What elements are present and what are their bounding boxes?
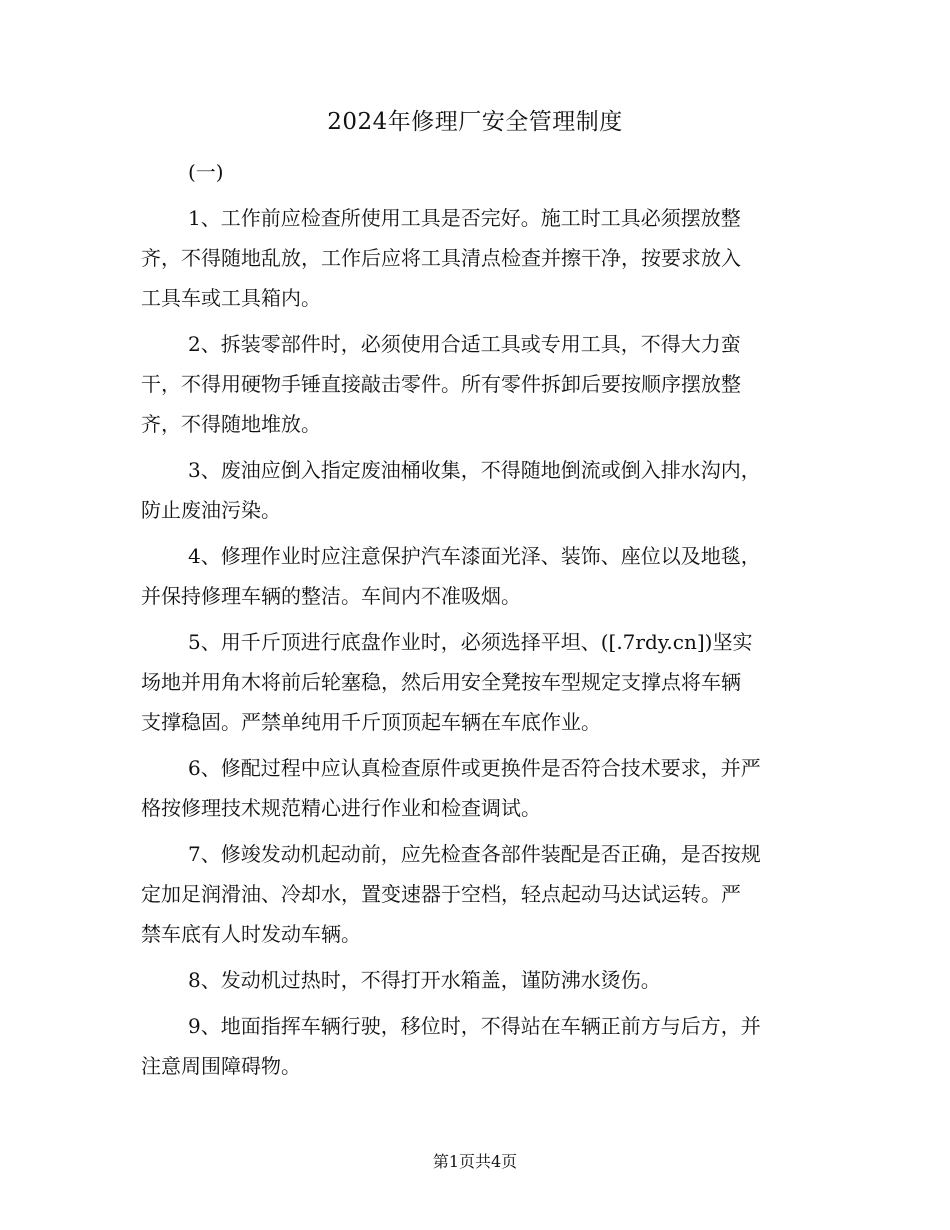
paragraph bbox=[141, 1006, 811, 1086]
page-footer: 第1页共4页 bbox=[432, 1152, 518, 1171]
paragraph-list bbox=[141, 198, 811, 1086]
paragraph-line: 禁车底有人时发动车辆。 bbox=[141, 922, 361, 946]
paragraph-line: 1、工作前应检查所使用工具是否完好。施工时工具必须摆放整 bbox=[188, 206, 741, 230]
paragraph-line: 齐，不得随地乱放，工作后应将工具清点检查并擦干净，按要求放入 bbox=[141, 246, 741, 270]
paragraph-line: 5、用千斤顶进行底盘作业时，必须选择平坦、([.7rdy.cn])坚实 bbox=[188, 630, 753, 654]
paragraph bbox=[141, 198, 811, 318]
paragraph-line: 2、拆装零部件时，必须使用合适工具或专用工具，不得大力蛮 bbox=[188, 332, 741, 356]
paragraph-line: 场地并用角木将前后轮塞稳，然后用安全凳按车型规定支撑点将车辆 bbox=[141, 670, 741, 694]
paragraph-line: 7、修竣发动机起动前，应先检查各部件装配是否正确，是否按规 bbox=[188, 842, 761, 866]
paragraph-line: 定加足润滑油、冷却水，置变速器于空档，轻点起动马达试运转。严 bbox=[141, 882, 741, 906]
paragraph-line: 并保持修理车辆的整洁。车间内不准吸烟。 bbox=[141, 584, 521, 608]
paragraph-line: 3、废油应倒入指定废油桶收集，不得随地倒流或倒入排水沟内， bbox=[188, 458, 761, 482]
paragraph bbox=[141, 748, 811, 828]
paragraph-line: 防止废油污染。 bbox=[141, 498, 281, 522]
paragraph-line: 格按修理技术规范精心进行作业和检查调试。 bbox=[141, 796, 541, 820]
paragraph-line: 干，不得用硬物手锤直接敲击零件。所有零件拆卸后要按顺序摆放整 bbox=[141, 372, 741, 396]
paragraph bbox=[141, 960, 811, 1000]
paragraph bbox=[141, 834, 811, 954]
page-title: 2024年修理厂安全管理制度 bbox=[327, 109, 623, 135]
paragraph-line: 9、地面指挥车辆行驶，移位时，不得站在车辆正前方与后方，并 bbox=[188, 1014, 761, 1038]
paragraph bbox=[141, 324, 811, 444]
paragraph-line: 4、修理作业时应注意保护汽车漆面光泽、装饰、座位以及地毯， bbox=[188, 544, 761, 568]
document-body bbox=[141, 152, 811, 1092]
paragraph-line: 工具车或工具箱内。 bbox=[141, 286, 321, 310]
paragraph-line: 8、发动机过热时，不得打开水箱盖，谨防沸水烫伤。 bbox=[188, 968, 661, 992]
section-label: (一) bbox=[188, 160, 224, 184]
paragraph-line: 注意周围障碍物。 bbox=[141, 1054, 301, 1078]
paragraph-line: 6、修配过程中应认真检查原件或更换件是否符合技术要求，并严 bbox=[188, 756, 761, 780]
paragraph-line: 支撑稳固。严禁单纯用千斤顶顶起车辆在车底作业。 bbox=[141, 710, 601, 734]
paragraph bbox=[141, 450, 811, 530]
paragraph bbox=[141, 536, 811, 616]
paragraph bbox=[141, 622, 811, 742]
paragraph-line: 齐，不得随地堆放。 bbox=[141, 412, 321, 436]
